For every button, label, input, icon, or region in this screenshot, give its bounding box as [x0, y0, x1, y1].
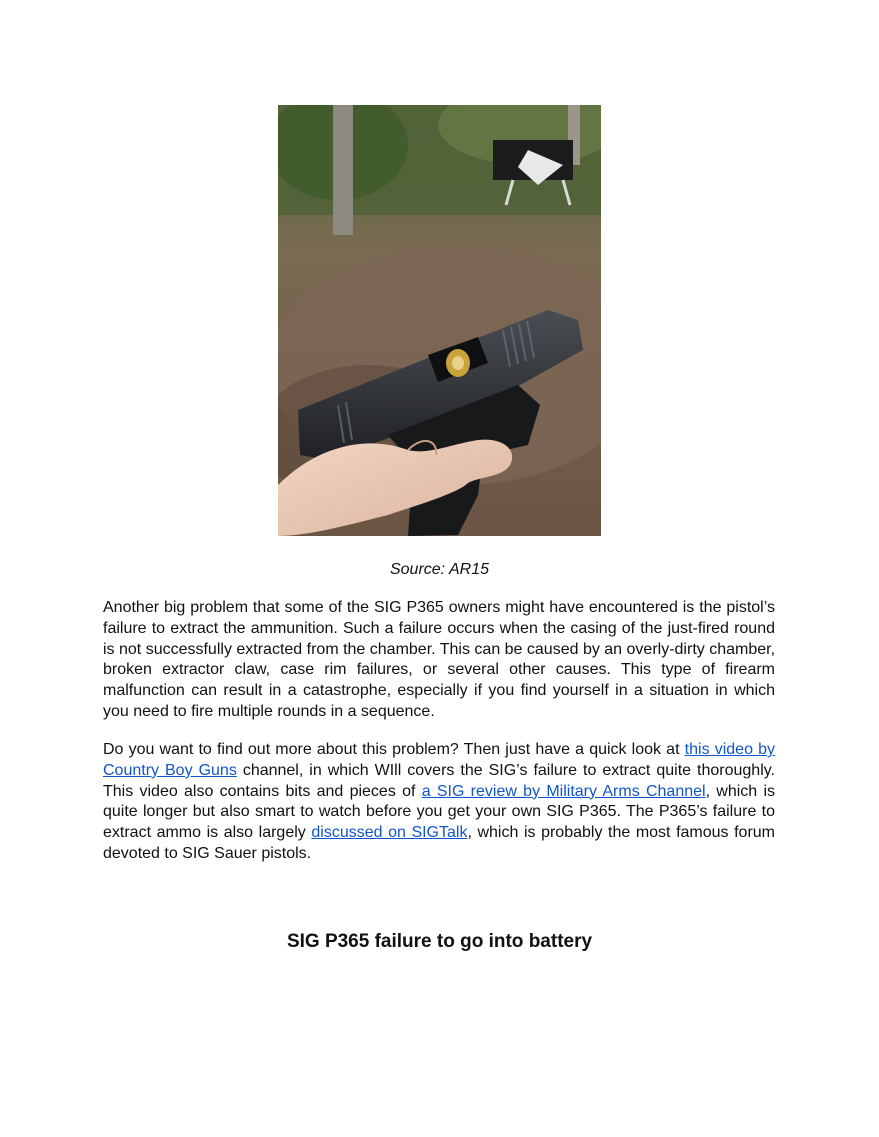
- paragraph-text: channel, in which WIll covers the SIG’s failure to extract quite thoroughly. This video also contains bits and pieces of: [103, 761, 776, 800]
- pistol-photo-graphic: [278, 105, 601, 536]
- pistol-photo: [278, 105, 601, 536]
- sigtalk-discussion-link[interactable]: discussed on SIGTalk: [311, 824, 468, 842]
- paragraph-text: , which is probably the most famous forum devoted to SIG Sauer pistols.: [103, 824, 776, 862]
- photo-caption: Source: AR15: [389, 561, 489, 578]
- paragraph-text: , which is quite longer but also smart to watch before you get your own SIG P365. The P365’s failure to extract ammo is also largely: [103, 782, 776, 842]
- paragraph-extraction-failure: Another big problem that some of the SIG P365 owners might have encountered is the pistol’s failure to extract the ammunition. Such a failure occurs when the casing of the just-fired round is not successfully extracted from the chamber. This can be caused by an overly-dirty chamber, broken extractor claw, case rim failures, or several other causes. This type of firearm malfunction can result in a catastrophe, especially if you find yourself in a situation in which you need to fire multiple rounds in a sequence.: [103, 599, 776, 720]
- military-arms-channel-review-link[interactable]: a SIG review by Military Arms Channel: [421, 782, 706, 800]
- country-boy-guns-video-link[interactable]: this video by Country Boy Guns: [103, 741, 776, 779]
- paragraph-more-info: [103, 740, 775, 865]
- section-heading: SIG P365 failure to go into battery: [286, 931, 593, 952]
- paragraph-text: Do you want to find out more about this problem? Then just have a quick look at: [103, 741, 685, 758]
